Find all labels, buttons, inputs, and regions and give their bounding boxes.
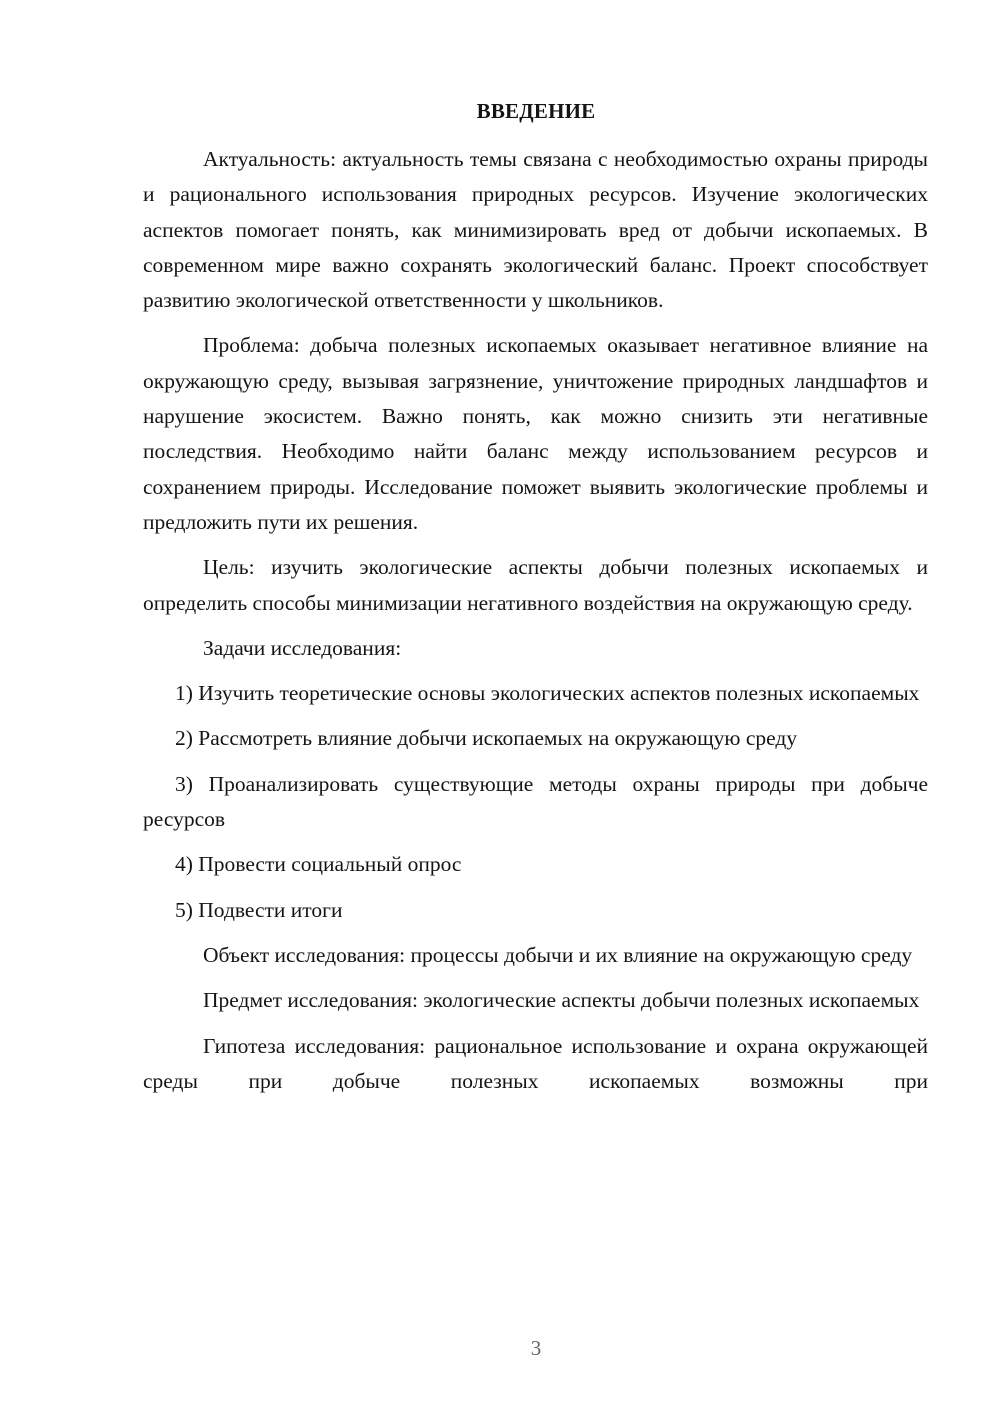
hypothesis-paragraph: Гипотеза исследования: рациональное использование и охрана окружающей среды при добыче полезных ископаемых возможны при	[143, 1033, 928, 1093]
page-body	[143, 142, 928, 1099]
tasks-title: Задачи исследования:	[203, 635, 402, 660]
task-item-4: 4) Провести социальный опрос	[175, 852, 462, 877]
section-heading: ВВЕДЕНИЕ	[476, 99, 596, 123]
task-item-5: 5) Подвести итоги	[175, 897, 343, 922]
goal-paragraph: Цель: изучить экологические аспекты добычи полезных ископаемых и определить способы минимизации негативного воздействия на окружающую среду.	[143, 555, 928, 615]
task-item-2: 2) Рассмотреть влияние добычи ископаемых на окружающую среду	[175, 726, 798, 751]
object-paragraph: Объект исследования: процессы добычи и их влияние на окружающую среду	[203, 942, 913, 967]
page-number: 3	[530, 1336, 542, 1360]
problem-paragraph: Проблема: добыча полезных ископаемых оказывает негативное влияние на окружающую среду, вызывая загрязнение, уничтожение природных ландшафтов и нарушение экосистем. Важно понять, как можно снизить эти негативные последствия. Необходимо найти баланс между использованием ресурсов и сохранением природы. Исследование поможет выявить экологические проблемы и предложить пути их решения.	[143, 333, 928, 534]
task-item-1: 1) Изучить теоретические основы экологических аспектов полезных ископаемых	[175, 681, 920, 706]
task-item-3: 3) Проанализировать существующие методы охраны природы при добыче ресурсов	[143, 771, 928, 832]
relevance-paragraph: Актуальность: актуальность темы связана с необходимостью охраны природы и рационального использования природных ресурсов. Изучение экологических аспектов помогает понять, как минимизировать вред от добычи ископаемых. В современном мире важно сохранять экологический баланс. Проект способствует развитию экологической ответственности у школьников.	[143, 147, 928, 313]
subject-paragraph: Предмет исследования: экологические аспекты добычи полезных ископаемых	[203, 988, 920, 1013]
